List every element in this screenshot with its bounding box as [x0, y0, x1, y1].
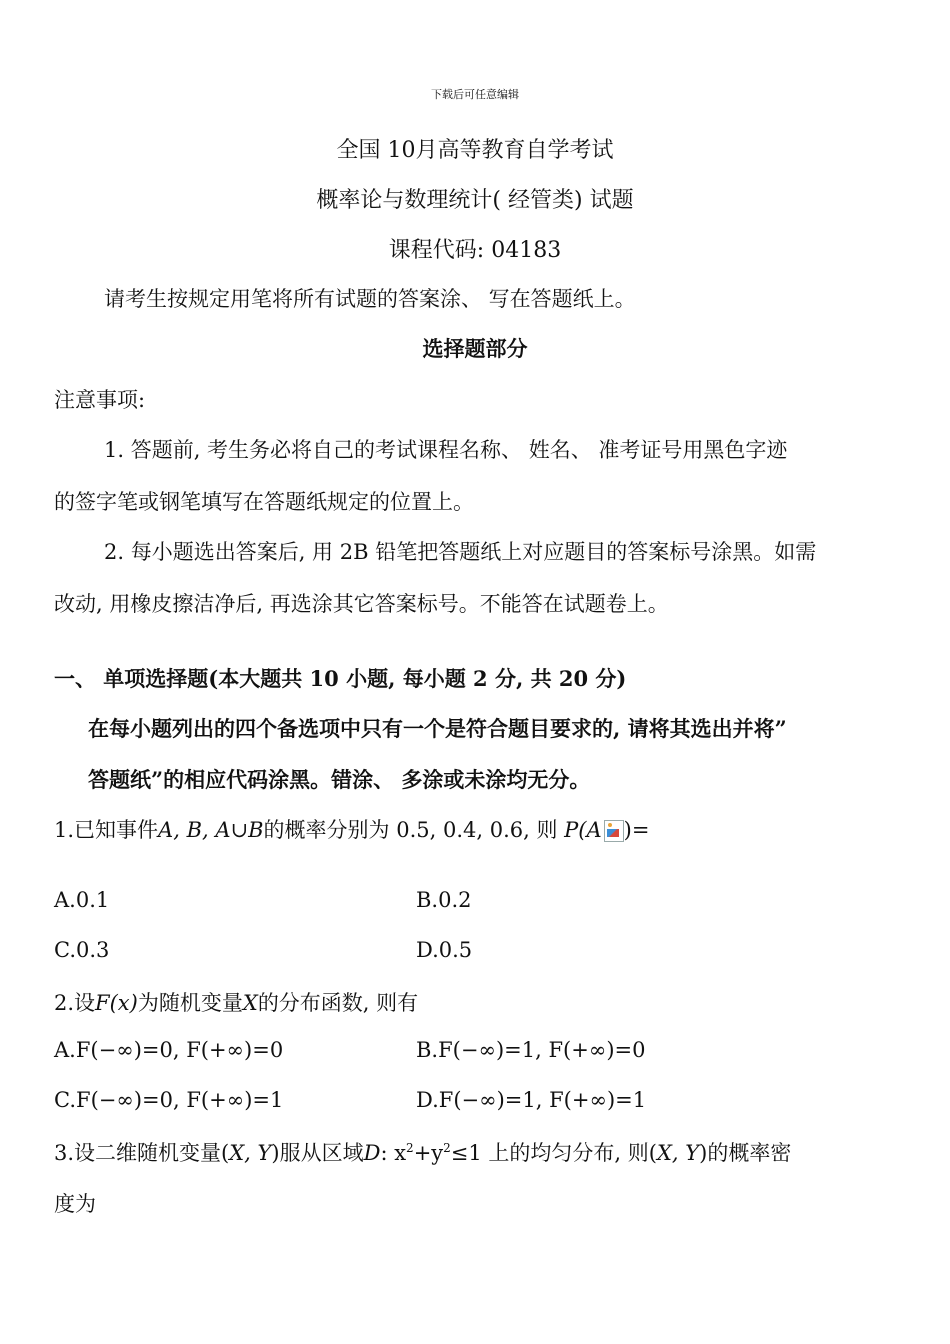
q1-option-d: D.0.5	[416, 938, 473, 962]
q3-prefix: 3.设二维随机变量(	[54, 1141, 230, 1165]
q2-x: X	[242, 991, 258, 1015]
question-1	[54, 814, 649, 844]
q1-prefix: 1.已知事件	[54, 818, 159, 842]
q2-mid: 为随机变量	[137, 991, 243, 1015]
notice-item-2: 2. 每小题选出答案后, 用 2B 铅笔把答题纸上对应题目的答案标号涂黑。如需	[104, 540, 817, 564]
part-one-heading: 一、 单项选择题(本大题共 10 小题, 每小题 2 分, 共 20 分)	[54, 666, 627, 691]
q3-region-c: ≤1 上的均匀分布, 则(	[450, 1141, 657, 1165]
notice-item-1-cont: 的签字笔或钢笔填写在答题纸规定的位置上。	[54, 490, 474, 514]
q2-tail: 的分布函数, 则有	[257, 991, 419, 1015]
part-one-desc: 在每小题列出的四个备选项中只有一个是符合题目要求的, 请将其选出并将”	[88, 716, 787, 741]
q1-mid: 的概率分别为 0.5, 0.4, 0.6, 则	[263, 818, 558, 842]
q2-fx: F(x)	[95, 991, 138, 1015]
q1-expr: P(A	[564, 818, 602, 842]
notice-item-1: 1. 答题前, 考生务必将自己的考试课程名称、 姓名、 准考证号用黑色字迹	[104, 438, 788, 462]
q2-prefix: 2.设	[54, 991, 96, 1015]
q2-option-c: C.F(−∞)=0, F(+∞)=1	[54, 1088, 284, 1112]
download-note: 下载后可任意编辑	[431, 88, 519, 101]
q1-option-c: C.0.3	[54, 938, 110, 962]
q2-option-d: D.F(−∞)=1, F(+∞)=1	[416, 1088, 647, 1112]
q2-option-b: B.F(−∞)=1, F(+∞)=0	[416, 1038, 646, 1062]
q1-option-a: A.0.1	[54, 888, 110, 912]
instruction: 请考生按规定用笔将所有试题的答案涂、 写在答题纸上。	[104, 287, 636, 311]
q3-region-a: : x	[380, 1141, 407, 1165]
q2-option-a: A.F(−∞)=0, F(+∞)=0	[54, 1038, 284, 1062]
notice-heading: 注意事项:	[54, 388, 146, 412]
q3-xy2: X, Y	[656, 1141, 700, 1165]
question-3-cont: 度为	[54, 1192, 96, 1216]
section-heading-choice: 选择题部分	[422, 336, 528, 361]
q3-d: D	[363, 1141, 381, 1165]
q3-xy: X, Y	[229, 1141, 272, 1165]
broken-image-icon	[604, 820, 624, 842]
q3-region-b: +y	[413, 1141, 444, 1165]
question-3	[54, 1137, 791, 1167]
q1-option-b: B.0.2	[416, 888, 472, 912]
q3-mid: )服从区域	[271, 1141, 364, 1165]
q1-events: A, B, A∪B	[158, 818, 264, 842]
exam-title: 全国 10月高等教育自学考试	[336, 138, 614, 163]
question-2	[54, 987, 418, 1017]
q3-sup1: 2	[406, 1141, 414, 1155]
q1-tail: )=	[623, 818, 650, 842]
part-one-desc-cont: 答题纸”的相应代码涂黑。错涂、 多涂或未涂均无分。	[88, 767, 591, 792]
course-code: 课程代码: 04183	[388, 238, 562, 263]
notice-item-2-cont: 改动, 用橡皮擦洁净后, 再选涂其它答案标号。不能答在试题卷上。	[54, 592, 669, 616]
q3-sup2: 2	[443, 1141, 451, 1155]
q3-tail: )的概率密	[699, 1141, 792, 1165]
exam-subject: 概率论与数理统计( 经管类) 试题	[316, 188, 634, 213]
